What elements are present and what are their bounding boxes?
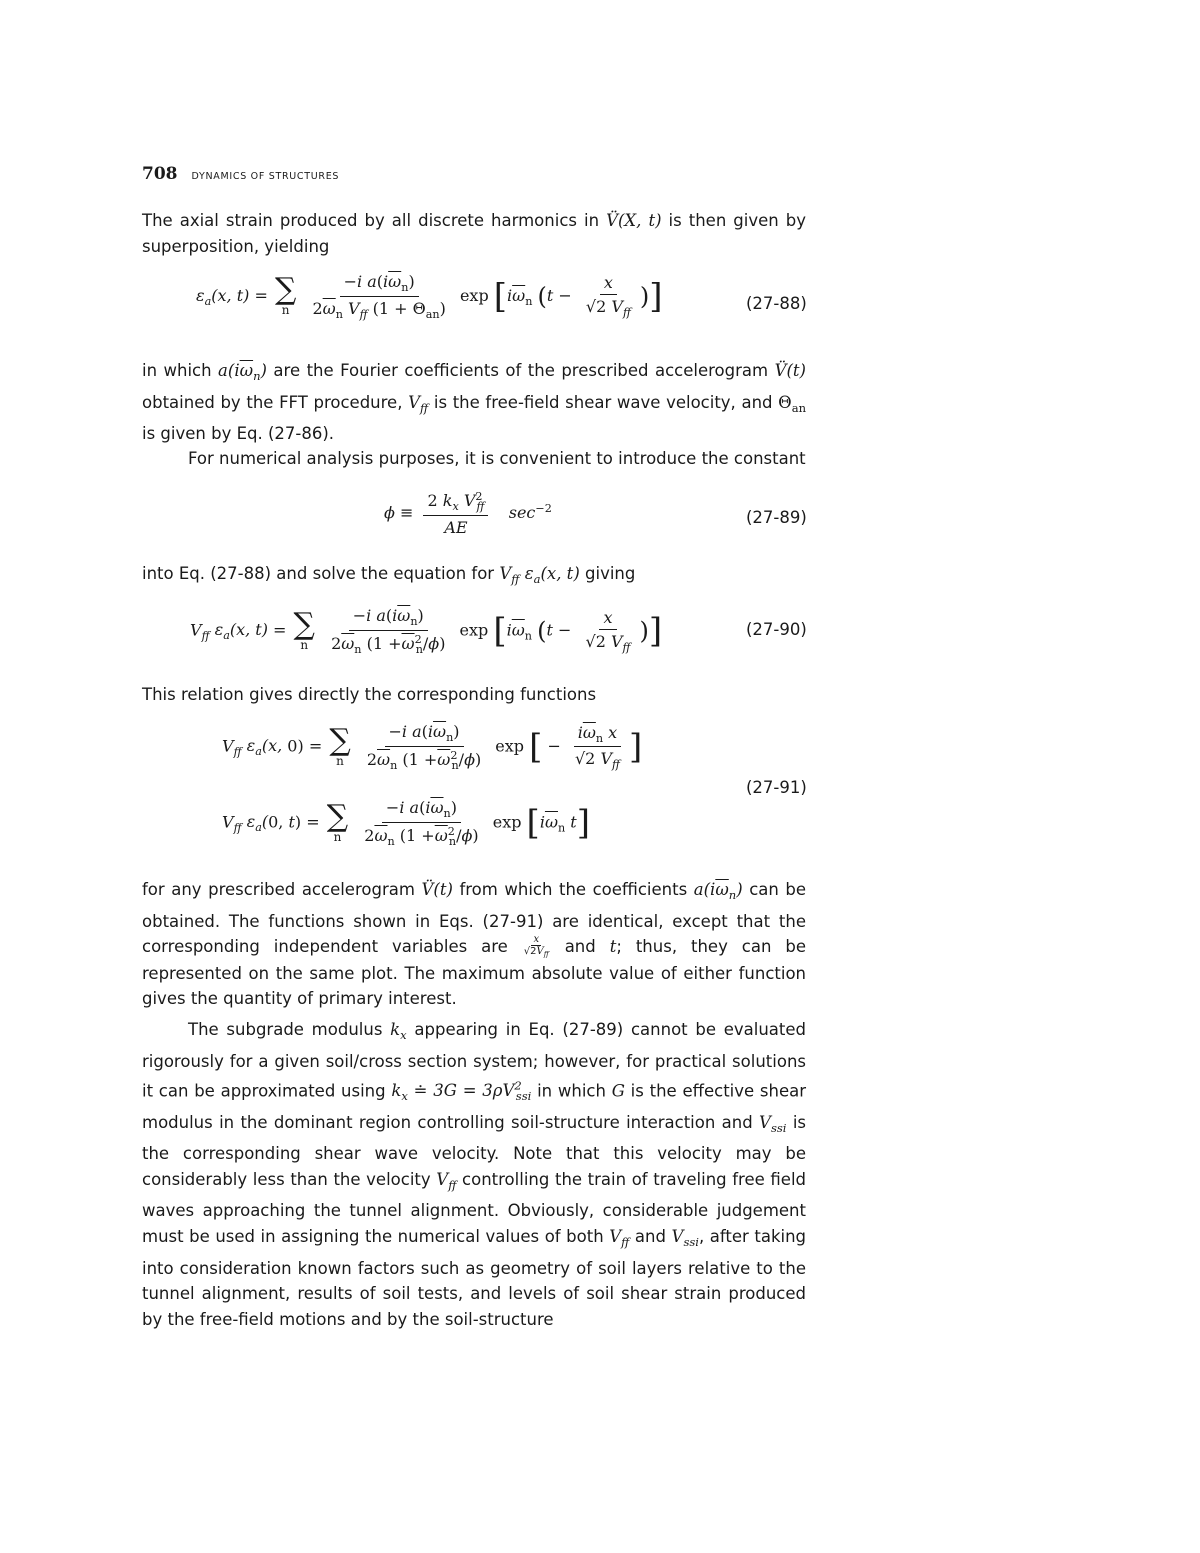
paragraph-fourier-coefficients bbox=[142, 358, 806, 447]
equation-27-91-line1: $V_{ff}$ $\varepsilon_a(x$, 0) = ∑ n $\frac{-i a(i\overline{\omega}_n)}{2\overline{\omega}_n (1 +\overline{\omega}^2_n/\phi)}$ exp [ − $\frac{i\overline{\omega}_n x}{√2 V_{ff}}$ ] bbox=[222, 722, 643, 772]
p6-text-a: for any prescribed accelerogram bbox=[142, 880, 415, 899]
math-vff-2: $V_{ff}$ bbox=[436, 1169, 457, 1192]
p7-text-a: The subgrade modulus bbox=[188, 1020, 383, 1039]
equation-number-27-89: (27-89) bbox=[746, 508, 807, 527]
paragraph-accelerogram bbox=[142, 877, 806, 1012]
math-x-over-root2-vff: x $√2V_{ff}$ bbox=[523, 934, 549, 959]
equation-27-91-line2: $V_{ff}$ $\varepsilon_a(0$, t) = ∑ n $\frac{-i a(i\overline{\omega}_n)}{2\overline{\omega}_n (1 +\overline{\omega}^2_n/\phi)}$ $\exp [i\overline{\omega}_n$ t] bbox=[222, 798, 590, 848]
math-v-ddot-t: V̈(t) bbox=[774, 361, 806, 380]
math-kx: $k_x$ bbox=[390, 1020, 407, 1043]
p6-text-d: and bbox=[564, 937, 596, 957]
math-vssi-2: $V_{ssi}$ bbox=[671, 1226, 699, 1249]
math-v-ddot-t-2: V̈(t) bbox=[421, 880, 453, 899]
math-v-ddot-xt: V̈(X, t) bbox=[606, 211, 662, 230]
equation-27-89: ϕ ≡ $\frac{2 k_x V^2_{ff}}{AE}$ $\sec^{-2}$ bbox=[384, 490, 552, 538]
page-header bbox=[142, 164, 339, 184]
equation-number-27-88: (27-88) bbox=[746, 294, 807, 313]
equation-27-88: $\varepsilon_a(x$, t) = ∑ n $\frac{-i a(i\overline{\omega}_n)}{2\overline{\omega}_n V_{ff} (1 + \Theta_{an})}$ $\exp [i\overline{\omega}_n$ (t − $\frac{x}{√2 V_{ff}}$ )] bbox=[196, 272, 663, 321]
p6-text-c: can be obtained. The functions shown in Eqs. (27-91) are identical, except that the corresponding independent variables are bbox=[142, 880, 807, 957]
math-kx-approx: $k_x$ ≐ $3G = 3\rho V^2_{ssi}$ bbox=[391, 1079, 532, 1104]
p7-text-c: in which bbox=[537, 1081, 606, 1101]
math-t: t bbox=[609, 937, 617, 957]
math-a-iwn: $a(i\overline{\omega}_n)$ bbox=[218, 361, 267, 384]
paragraph-axial-strain bbox=[142, 208, 806, 259]
p1-text-b: is then given by superposition, yielding bbox=[142, 211, 806, 256]
p7-text-g: and bbox=[634, 1226, 666, 1246]
math-vff: $V_{ff}$ bbox=[408, 392, 429, 415]
p2-text-e: is given by Eq. (27-86). bbox=[142, 424, 335, 444]
paragraph-relation: This relation gives directly the corresponding functions bbox=[142, 685, 597, 704]
math-theta-an: $\Theta_{an}$ bbox=[778, 392, 807, 415]
p1-text-a: The axial strain produced by all discrete harmonics in bbox=[142, 211, 600, 230]
math-vssi: $V_{ssi}$ bbox=[759, 1112, 787, 1135]
p7-text-b: appearing in Eq. (27-89) cannot be evaluated rigorously for a given soil/cross section system; however, for practical solutions it can be approximated using bbox=[142, 1020, 806, 1101]
equation-27-90: $V_{ff}$ $\varepsilon_a(x$, t) = ∑ n $\frac{-i a(i\overline{\omega}_n)}{2\overline{\omega}_n (1 +\overline{\omega}^2_n/\phi)}$ $\exp [i\overline{\omega}_n$ (t − $\frac{x}{√2 V_{ff}}$ )] bbox=[190, 606, 663, 656]
p2-text-a: in which bbox=[142, 361, 212, 380]
p6-text-b: from which the coefficients bbox=[459, 880, 688, 899]
running-head: DYNAMICS OF STRUCTURES bbox=[191, 171, 340, 182]
equation-number-27-90: (27-90) bbox=[746, 620, 807, 639]
p7-text-d: is the effective shear modulus in the dominant region controlling soil-structure interaction and bbox=[142, 1081, 807, 1132]
math-vff-3: $V_{ff}$ bbox=[609, 1226, 630, 1249]
p4-text-a: into Eq. (27-88) and solve the equation for bbox=[142, 564, 495, 583]
p2-text-b: are the Fourier coefficients of the prescribed accelerogram bbox=[273, 361, 769, 380]
math-g: G bbox=[611, 1081, 625, 1101]
paragraph-solve-equation bbox=[142, 561, 806, 593]
p7-text-e: is the corresponding shear wave velocity. Note that this velocity may be considerably less than the velocity bbox=[142, 1112, 807, 1189]
math-vff-epsilon: $V_{ff}$ $\varepsilon_a(x$, t) bbox=[499, 564, 580, 587]
math-a-iwn-2: $a(i\overline{\omega}_n)$ bbox=[693, 880, 743, 903]
paragraph-numerical-analysis: For numerical analysis purposes, it is convenient to introduce the constant bbox=[188, 449, 806, 468]
equation-number-27-91: (27-91) bbox=[746, 778, 807, 797]
p6-text-e: ; thus, they can be represented on the same plot. The maximum absolute value of either function gives the quantity of primary interest. bbox=[142, 937, 807, 1009]
p2-text-c: obtained by the FFT procedure, bbox=[142, 392, 403, 412]
p4-text-b: giving bbox=[585, 564, 636, 583]
p7-text-f: controlling the train of traveling free field waves approaching the tunnel alignment. Obviously, considerable judgement must be used in assigning the numerical values of both bbox=[142, 1169, 807, 1246]
p7-text-h: , after taking into consideration known factors such as geometry of soil layers relative to the tunnel alignment, results of soil tests, and levels of soil shear strain produced by the free-field motions and by the soil-structure bbox=[142, 1226, 807, 1329]
p2-text-d: is the free-field shear wave velocity, and bbox=[433, 392, 773, 412]
page-number: 708 bbox=[142, 164, 178, 184]
paragraph-subgrade-modulus bbox=[142, 1017, 806, 1332]
